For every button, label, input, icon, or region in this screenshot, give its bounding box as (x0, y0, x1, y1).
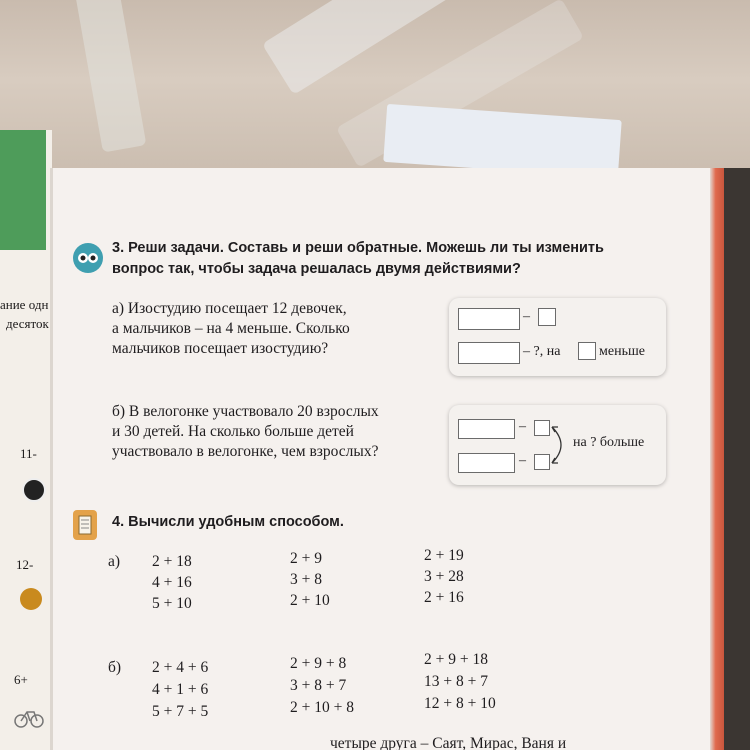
lion-icon (20, 588, 42, 610)
curved-arrow-icon (550, 424, 572, 466)
task3b-minus-2: – (519, 453, 526, 468)
task3a-question: – ?, на (523, 344, 561, 359)
left-page-label-6: 6+ (14, 672, 28, 687)
task3b-minus-1: – (519, 419, 526, 434)
left-page-green-band (0, 130, 46, 250)
task4a-col3-expr-2: 3 + 28 (424, 568, 464, 585)
task4b-col2-expr-1: 2 + 9 + 8 (290, 655, 347, 672)
notebook-icon (73, 510, 97, 540)
task4b-col3-expr-3: 12 + 8 + 10 (424, 695, 496, 712)
task4a-col3-expr-1: 2 + 19 (424, 547, 464, 564)
task4a-col3-expr-3: 2 + 16 (424, 589, 464, 606)
task4b-col2-expr-3: 2 + 10 + 8 (290, 699, 354, 716)
task3a-line3: мальчиков посещает изостудию? (112, 340, 329, 357)
page-edge (710, 168, 724, 750)
task4a-col2-expr-3: 2 + 10 (290, 592, 330, 609)
task3a-cell-minuend (458, 308, 520, 330)
task4a-col1-expr-1: 2 + 18 (152, 553, 192, 570)
task4a-col2-expr-1: 2 + 9 (290, 550, 322, 567)
task3b-more-label: на ? больше (573, 435, 645, 450)
task4b-col2-expr-2: 3 + 8 + 7 (290, 677, 347, 694)
task3a-cell-difference (578, 342, 596, 360)
background-dark-right (724, 168, 750, 750)
task3a-line1: а) Изостудию посещает 12 девочек, (112, 300, 347, 317)
left-page-fragment-1: ание одн (0, 297, 49, 312)
bottom-text-fragment: четыре друга – Саят, Мирас, Ваня и (330, 735, 567, 750)
task4a-label: а) (108, 553, 121, 570)
left-page-fragment-2: десяток (6, 316, 49, 331)
task3b-line1: б) В велогонке участвовало 20 взрослых (112, 403, 379, 420)
task4b-col1-expr-2: 4 + 1 + 6 (152, 681, 209, 698)
ball-icon (22, 478, 46, 502)
task4a-col1-expr-2: 4 + 16 (152, 574, 192, 591)
task3b-line3: участвовало в велогонке, чем взрослых? (112, 443, 379, 460)
task3a-minus: – (523, 309, 530, 324)
task3-title-line1: 3. Реши задачи. Составь и реши обратные. Можешь ли ты изменить (112, 240, 604, 256)
left-page-label-11: 11- (20, 446, 37, 461)
task3a-less-label: меньше (599, 344, 645, 359)
task4a-col1-expr-3: 5 + 10 (152, 595, 192, 612)
task4b-col3-expr-2: 13 + 8 + 7 (424, 673, 488, 690)
task3b-line2: и 30 детей. На сколько больше детей (112, 423, 354, 440)
task4b-col1-expr-1: 2 + 4 + 6 (152, 659, 209, 676)
task3a-cell-subtrahend (538, 308, 556, 326)
task3b-cell-2 (534, 454, 550, 470)
left-page-label-12: 12- (16, 557, 34, 572)
task4-title: 4. Вычисли удобным способом. (112, 514, 344, 530)
task4a-col2-expr-2: 3 + 8 (290, 571, 322, 588)
task4b-col3-expr-1: 2 + 9 + 18 (424, 651, 488, 668)
pair-work-icon (73, 243, 103, 273)
task3a-line2: а мальчиков – на 4 меньше. Сколько (112, 320, 350, 337)
task4b-label: б) (108, 659, 122, 676)
task4b-col1-expr-3: 5 + 7 + 5 (152, 703, 209, 720)
task3a-cell-result (458, 342, 520, 364)
task3b-cell-1 (534, 420, 550, 436)
task3-title-line2: вопрос так, чтобы задача решалась двумя действиями? (112, 261, 521, 277)
task3b-cell-children (458, 419, 515, 439)
bicycle-icon (14, 706, 44, 728)
task3b-cell-adults (458, 453, 515, 473)
